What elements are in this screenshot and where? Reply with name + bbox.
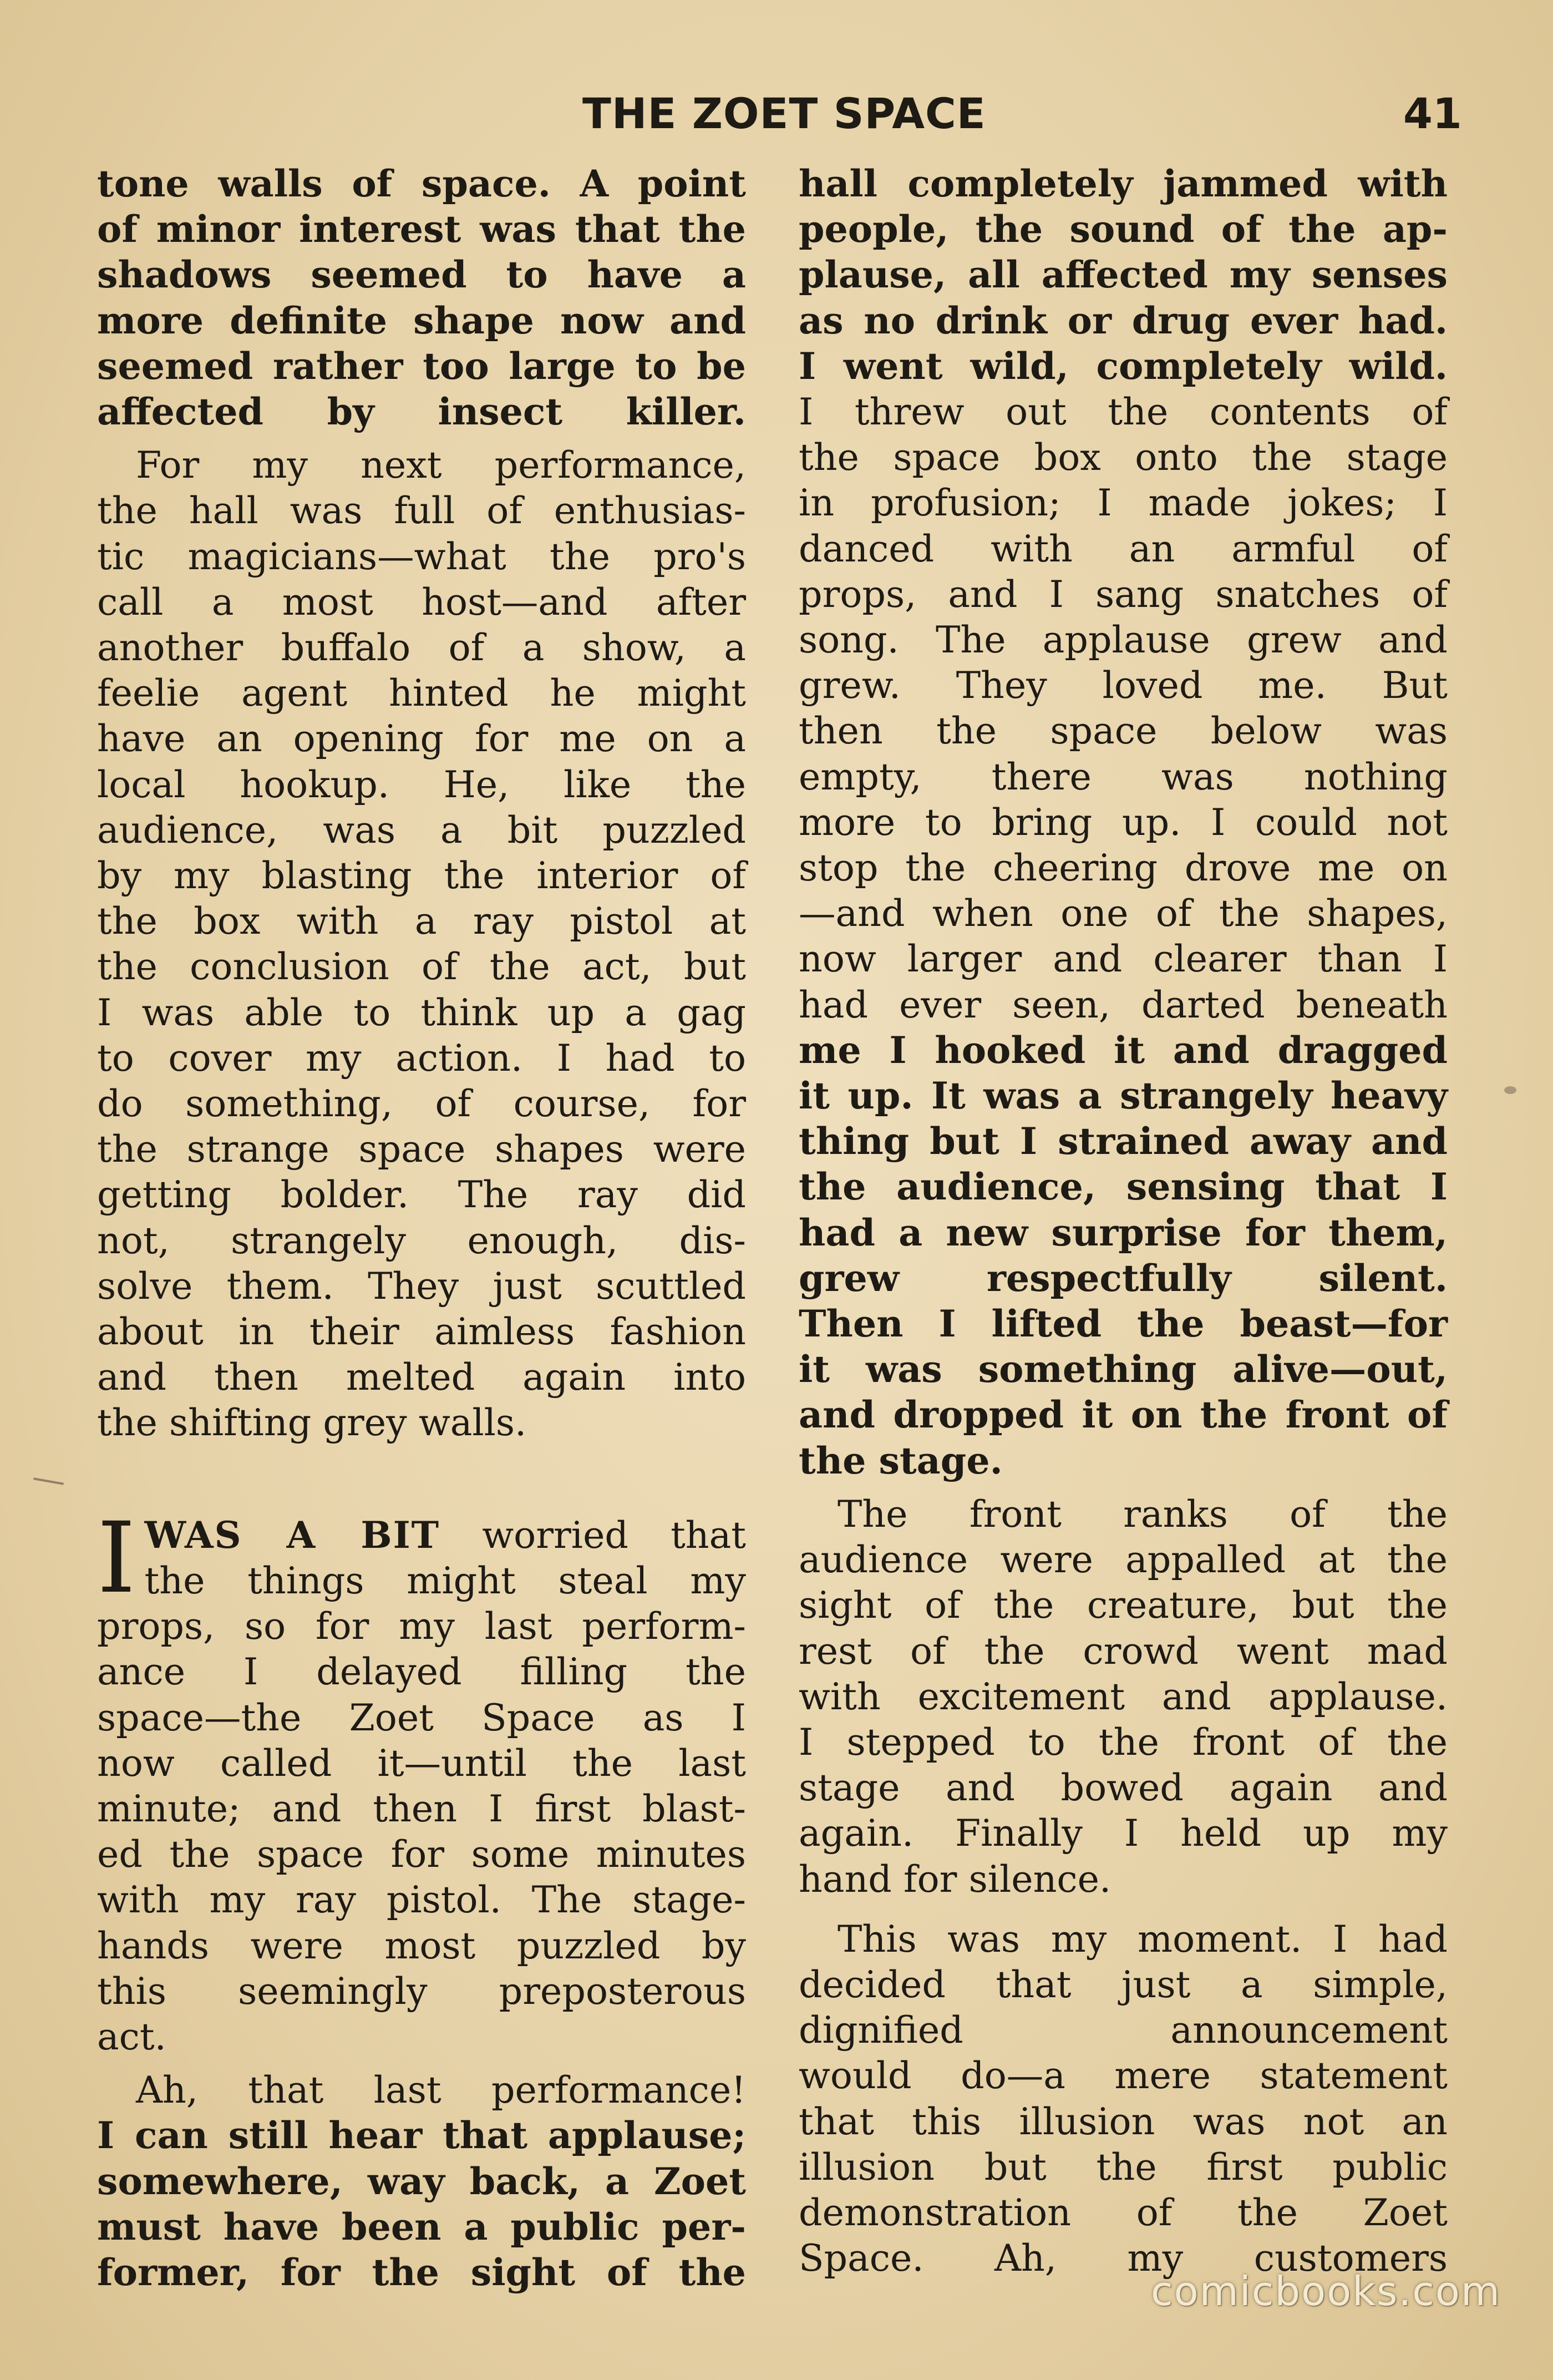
text-line: hand for silence.	[799, 1857, 1112, 1901]
text-line: more definite shape now and	[97, 298, 746, 342]
text-line: me I hooked it and dragged	[799, 1028, 1448, 1072]
text-line: about in their aimless fashion	[97, 1310, 746, 1354]
text-line: shadows seemed to have a	[97, 253, 746, 297]
text-line: props, and I sang snatches of	[799, 572, 1448, 616]
text-line: by my blasting the interior of	[97, 854, 746, 898]
text-line: Space. Ah, my customers	[799, 2236, 1448, 2280]
text-line: For my next performance,	[136, 443, 746, 487]
text-line: local hookup. He, like the	[97, 762, 746, 806]
text-line: grew. They loved me. But	[799, 664, 1448, 707]
text-line: the conclusion of the act, but	[97, 945, 746, 989]
text-line: Ah, that last performance!	[136, 2068, 746, 2112]
paragraph	[97, 442, 746, 1445]
text-line: the box with a ray pistol at	[97, 899, 746, 943]
text-line: the things might steal my	[144, 1558, 746, 1602]
text-line: ance I delayed filling the	[97, 1650, 746, 1694]
text-line: with excitement and applause.	[799, 1674, 1448, 1718]
text-line: tone walls of space. A point	[97, 162, 746, 205]
paragraph	[799, 161, 1448, 1483]
text-line: hall completely jammed with	[799, 162, 1448, 205]
watermark: comicbooks.com	[1151, 2268, 1501, 2315]
lead-in: WAS A BIT	[144, 1513, 440, 1557]
text-line: and dropped it on the front of	[799, 1393, 1448, 1437]
text-line: I went wild, completely wild.	[799, 344, 1448, 388]
text-line: decided that just a simple,	[799, 1962, 1448, 2006]
text-line: another buffalo of a show, a	[97, 626, 746, 670]
text-line: then the space below was	[799, 709, 1448, 753]
ink-speck	[1504, 1086, 1516, 1094]
text-line: rest of the crowd went mad	[799, 1629, 1448, 1673]
left-column	[97, 161, 746, 2295]
text-line: props, so for my last perform-	[97, 1604, 746, 1648]
text-line: with my ray pistol. The stage-	[97, 1878, 746, 1922]
text-line: had a new surprise for them,	[799, 1211, 1448, 1254]
text-line: must have been a public per-	[97, 2205, 746, 2249]
lead-in-rest: worried that	[482, 1513, 746, 1557]
text-line: The front ranks of the	[838, 1492, 1448, 1536]
text-line: in profusion; I made jokes; I	[799, 481, 1448, 525]
text-line: I can still hear that applause;	[97, 2114, 746, 2158]
text-line: not, strangely enough, dis-	[97, 1218, 746, 1262]
text-line: the shifting grey walls.	[97, 1401, 527, 1445]
text-line: the strange space shapes were	[97, 1127, 746, 1171]
margin-mark	[33, 1477, 64, 1485]
text-line: call a most host—and after	[97, 580, 746, 624]
text-line: of minor interest was that the	[97, 207, 746, 251]
text-line: somewhere, way back, a Zoet	[97, 2159, 746, 2203]
text-line: sight of the creature, but the	[799, 1583, 1448, 1627]
text-line: tic magicians—what the pro's	[97, 534, 746, 578]
text-line: seemed rather too large to be	[97, 344, 746, 388]
text-line: plause, all affected my senses	[799, 253, 1448, 297]
text-line: the audience, sensing that I	[799, 1165, 1448, 1209]
paragraph	[97, 2067, 746, 2295]
text-line: danced with an armful of	[799, 526, 1448, 570]
text-line: it up. It was a strangely heavy	[799, 1074, 1448, 1118]
running-head	[0, 83, 1553, 144]
text-line: empty, there was nothing	[799, 754, 1448, 798]
text-line: the stage.	[799, 1439, 1003, 1482]
text-line: had ever seen, darted beneath	[799, 983, 1448, 1026]
text-line: more to bring up. I could not	[799, 800, 1448, 844]
text-line: this seemingly preposterous	[97, 1969, 746, 2013]
page-title: THE ZOET SPACE	[582, 89, 986, 138]
text-line: audience, was a bit puzzled	[97, 808, 746, 852]
paragraph	[799, 1491, 1448, 1902]
text-line: and then melted again into	[97, 1355, 746, 1399]
text-line: the space box onto the stage	[799, 436, 1448, 479]
text-line: would do—a mere statement	[799, 2054, 1448, 2098]
text-line: now larger and clearer than I	[799, 937, 1448, 981]
text-line: former, for the sight of the	[97, 2250, 746, 2294]
text-line: Then I lifted the beast—for	[799, 1302, 1448, 1346]
text-line: This was my moment. I had	[838, 1917, 1448, 1961]
text-line: grew respectfully silent.	[799, 1256, 1448, 1300]
text-line: audience were appalled at the	[799, 1538, 1448, 1582]
text-line: that this illusion was not an	[799, 2099, 1448, 2143]
text-line: —and when one of the shapes,	[799, 892, 1448, 935]
text-line: the hall was full of enthusias-	[97, 489, 746, 533]
text-line: have an opening for me on a	[97, 717, 746, 761]
paragraph	[97, 1501, 746, 2059]
text-line: act.	[97, 2014, 166, 2058]
text-line: illusion but the first public	[799, 2145, 1448, 2189]
page-number: 41	[1403, 89, 1462, 138]
text-line: again. Finally I held up my	[799, 1811, 1448, 1855]
text-line: solve them. They just scuttled	[97, 1264, 746, 1308]
text-line: it was something alive—out,	[799, 1348, 1448, 1391]
text-line: do something, of course, for	[97, 1082, 746, 1126]
text-line: thing but I strained away and	[799, 1120, 1448, 1163]
paragraph	[97, 161, 746, 434]
text-line: feelie agent hinted he might	[97, 671, 746, 715]
text-line: minute; and then I first blast-	[97, 1786, 746, 1830]
text-line	[97, 1512, 746, 1558]
text-line: song. The applause grew and	[799, 618, 1448, 662]
right-column	[799, 161, 1448, 2281]
section-start	[97, 1501, 746, 2059]
text-line: dignified announcement	[799, 2008, 1448, 2052]
text-line: space—the Zoet Space as I	[97, 1695, 746, 1739]
text-line: now called it—until the last	[97, 1741, 746, 1785]
text-line: ed the space for some minutes	[97, 1832, 746, 1876]
text-line: getting bolder. The ray did	[97, 1173, 746, 1217]
text-line: as no drink or drug ever had.	[799, 298, 1448, 342]
text-line: affected by insect killer.	[97, 390, 746, 434]
paragraph	[799, 1916, 1448, 2281]
text-line: I was able to think up a gag	[97, 990, 746, 1034]
text-line: hands were most puzzled by	[97, 1923, 746, 1967]
text-line: demonstration of the Zoet	[799, 2190, 1448, 2234]
drop-cap: I	[97, 1501, 136, 1615]
text-line: people, the sound of the ap-	[799, 207, 1448, 251]
text-line: I stepped to the front of the	[799, 1720, 1448, 1764]
text-line: stop the cheering drove me on	[799, 846, 1448, 890]
text-line: I threw out the contents of	[799, 390, 1448, 434]
text-line: stage and bowed again and	[799, 1766, 1448, 1810]
text-line: to cover my action. I had to	[97, 1036, 746, 1080]
